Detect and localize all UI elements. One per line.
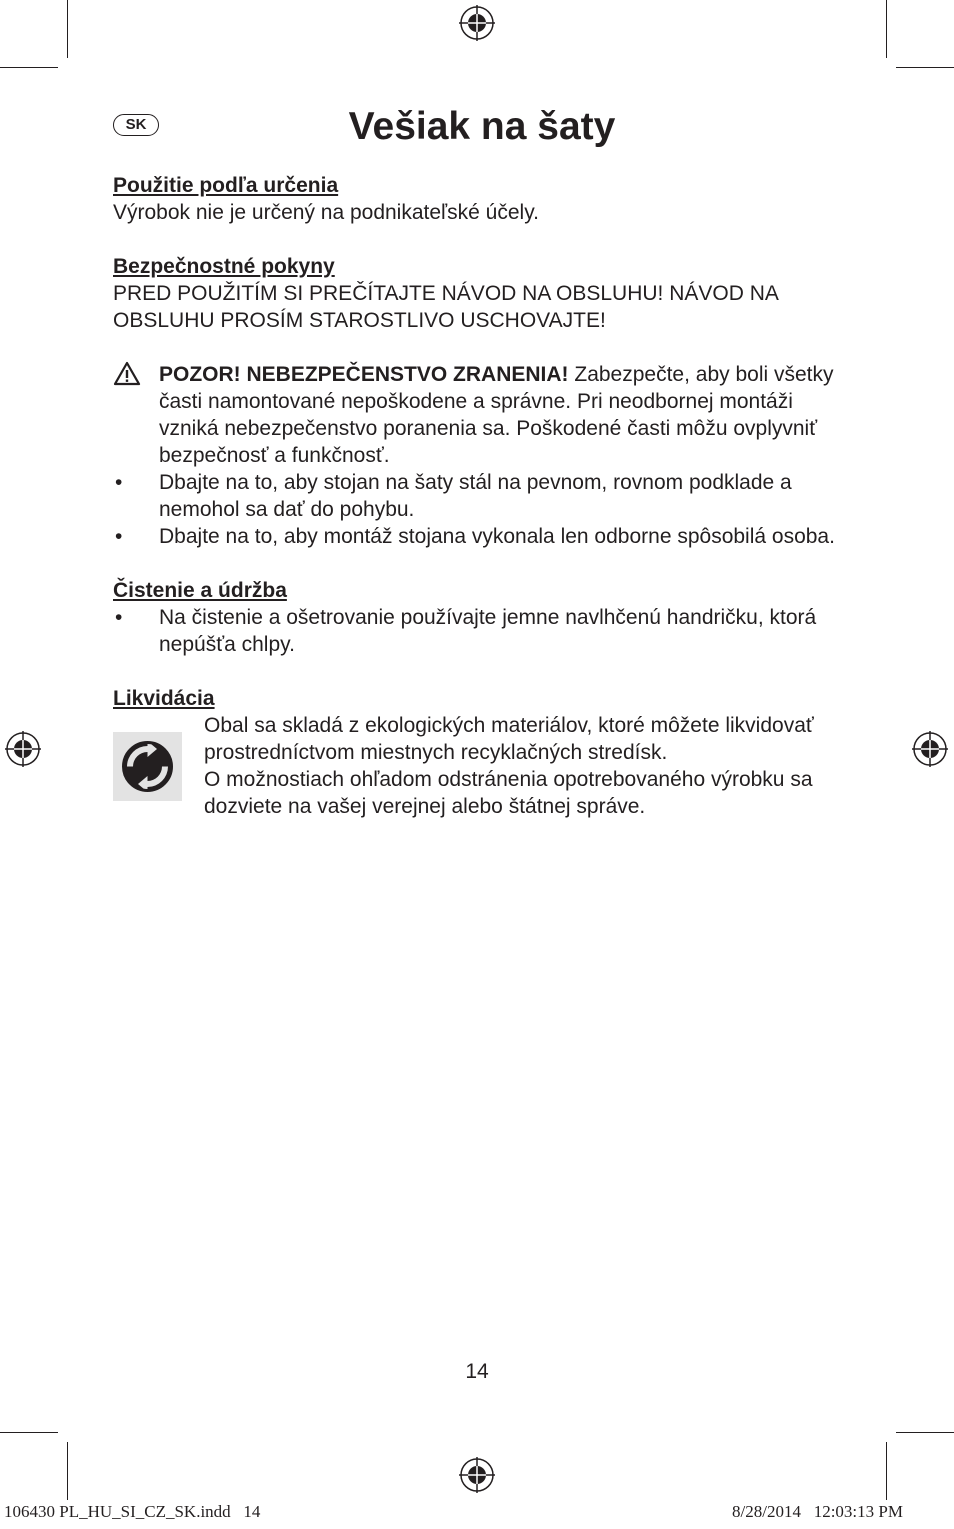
bullet: • xyxy=(115,606,123,629)
list-item-text: Na čistenie a ošetrovanie používajte jemne navlhčenú handričku, ktorá nepúšťa chlpy. xyxy=(159,606,817,656)
page-number: 14 xyxy=(465,1360,489,1383)
usage-heading: Použitie podľa určenia xyxy=(113,174,339,197)
disposal-text-1: Obal sa skladá z ekologických materiálov, ktoré môžete likvidovať prostredníctvom miestnych recyklačných stredísk. xyxy=(204,714,814,764)
footer-timestamp: 8/28/2014 12:03:13 PM xyxy=(732,1502,903,1521)
language-badge: SK xyxy=(113,114,159,136)
crop-mark xyxy=(886,0,887,58)
disposal-heading: Likvidácia xyxy=(113,687,215,710)
usage-text: Výrobok nie je určený na podnikateľské účely. xyxy=(113,201,539,224)
crop-mark xyxy=(67,1442,68,1500)
crop-mark xyxy=(896,67,954,68)
bullet: • xyxy=(115,525,123,548)
page-title: Vešiak na šaty xyxy=(348,105,616,148)
footer-filename: 106430 PL_HU_SI_CZ_SK.indd 14 xyxy=(4,1502,261,1521)
green-dot-recycle-icon xyxy=(113,732,182,801)
warning-item xyxy=(113,361,848,469)
warning-label: POZOR! NEBEZPEČENSTVO ZRANENIA! xyxy=(159,363,569,386)
crop-mark xyxy=(886,1442,887,1500)
warning-triangle-icon xyxy=(113,361,141,387)
disposal-block xyxy=(113,712,848,820)
crop-mark xyxy=(896,1432,954,1433)
list-item xyxy=(113,469,848,523)
warning-text: Zabezpečte, aby boli všetky časti namontované nepoškodene a správne. Pri neodbornej montáži vzniká nebezpečenstvo poranenia sa. Poškodené časti môžu ovplyvniť bezpečnosť a funkčnosť. xyxy=(159,363,834,467)
safety-heading: Bezpečnostné pokyny xyxy=(113,255,335,278)
registration-mark-icon xyxy=(459,5,495,41)
registration-mark-icon xyxy=(459,1457,495,1493)
crop-mark xyxy=(0,67,58,68)
bullet: • xyxy=(115,471,123,494)
registration-mark-icon xyxy=(5,731,41,767)
crop-mark xyxy=(0,1432,58,1433)
manual-content xyxy=(113,172,848,820)
list-item-text: Dbajte na to, aby stojan na šaty stál na pevnom, rovnom podklade a nemohol sa dať do pohybu. xyxy=(159,471,792,521)
list-item xyxy=(113,523,848,550)
crop-mark xyxy=(67,0,68,58)
list-item xyxy=(113,604,848,658)
disposal-text-2: O možnostiach ohľadom odstránenia opotrebovaného výrobku sa dozviete na vašej verejnej alebo štátnej správe. xyxy=(204,768,813,818)
cleaning-heading: Čistenie a údržba xyxy=(113,579,287,602)
safety-text: PRED POUŽITÍM SI PREČÍTAJTE NÁVOD NA OBSLUHU! NÁVOD NA OBSLUHU PROSÍM STAROSTLIVO USCHOVAJTE! xyxy=(113,282,778,332)
registration-mark-icon xyxy=(912,731,948,767)
list-item-text: Dbajte na to, aby montáž stojana vykonala len odborne spôsobilá osoba. xyxy=(159,525,835,548)
